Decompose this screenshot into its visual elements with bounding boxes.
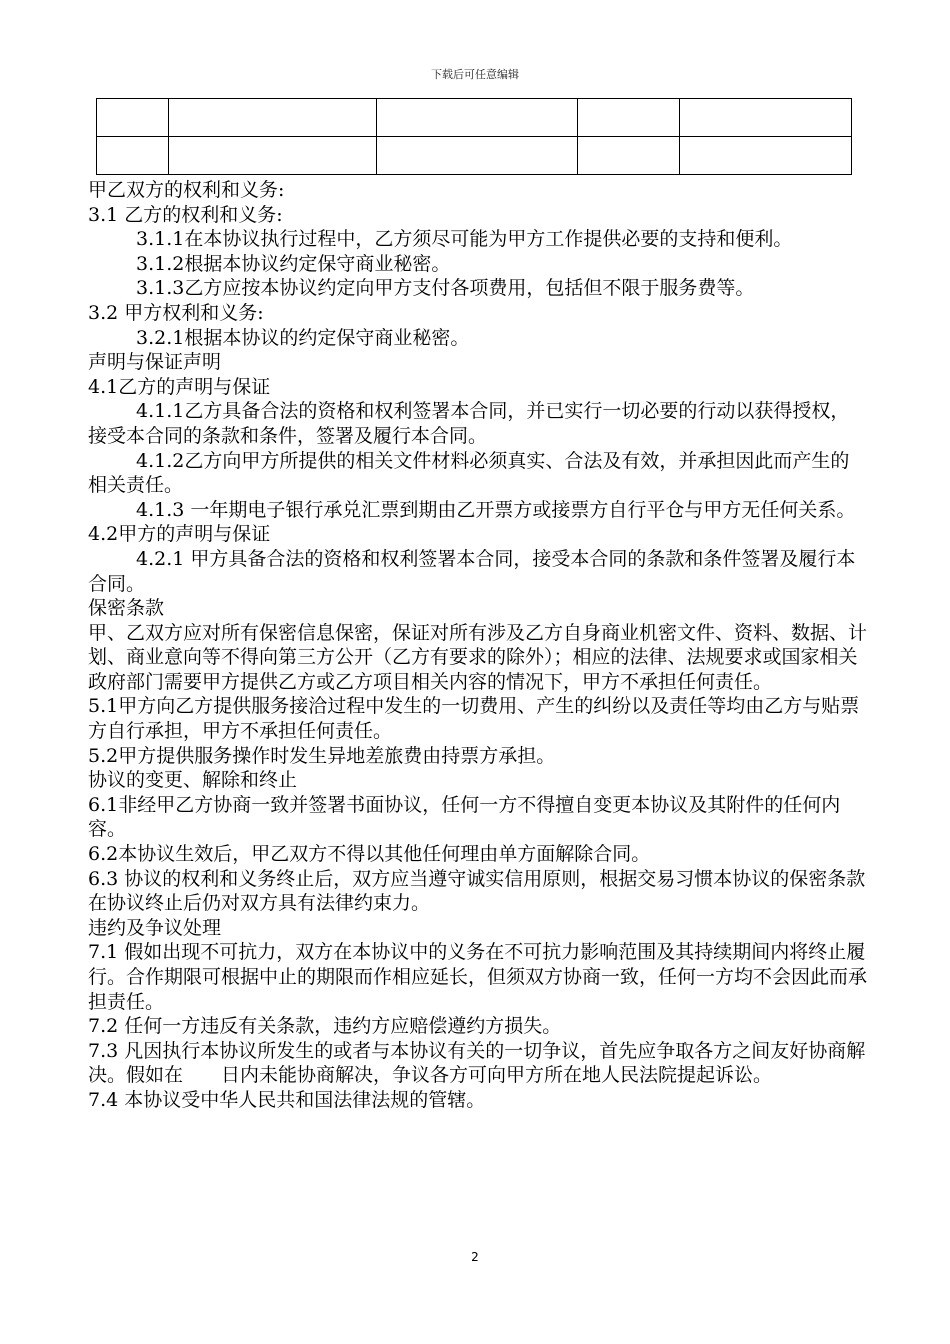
table-row: [97, 99, 852, 137]
clause-text: 4.1.3 一年期电子银行承兑汇票到期由乙开票方或接票方自行平仓与甲方无任何关系。: [136, 498, 856, 521]
section-heading: 协议的变更、解除和终止: [88, 769, 298, 792]
table-row: [97, 137, 852, 175]
table-cell: [376, 137, 578, 175]
table-cell: [578, 99, 680, 137]
table-cell: [168, 99, 376, 137]
blank-table: [96, 98, 852, 175]
table-cell: [168, 137, 376, 175]
clause-text: 甲、乙双方应对所有保密信息保密，保证对所有涉及乙方自身商业机密文件、资料、数据、计划、商业意向等不得向第三方公开（乙方有要求的除外）；相应的法律、法规要求或国家相关政府部门需要甲方提供乙方或乙方项目相关内容的情况下，甲方不承担任何责任。: [88, 621, 868, 693]
document-body: [88, 178, 868, 1113]
clause-heading: 3.1 乙方的权利和义务:: [88, 203, 283, 226]
section-heading: 违约及争议处理: [88, 916, 222, 939]
clause-text: 4.1.2乙方向甲方所提供的相关文件材料必须真实、合法及有效，并承担因此而产生的相关责任。: [88, 449, 850, 497]
clause-text: 7.1 假如出现不可抗力，双方在本协议中的义务在不可抗力影响范围及其持续期间内将终止履行。合作期限可根据中止的期限而作相应延长，但须双方协商一致，任何一方均不会因此而承担责任。: [88, 941, 868, 1013]
clause-heading: 4.2甲方的声明与保证: [88, 523, 271, 546]
clause-heading: 3.2 甲方权利和义务:: [88, 301, 264, 324]
section-heading: 甲乙双方的权利和义务:: [88, 179, 285, 201]
clause-text: 6.1非经甲乙方协商一致并签署书面协议，任何一方不得擅自变更本协议及其附件的任何内容。: [88, 793, 841, 841]
section-heading: 声明与保证声明: [88, 351, 222, 374]
table-cell: [578, 137, 680, 175]
clause-text: 5.2甲方提供服务操作时发生异地差旅费由持票方承担。: [88, 744, 556, 767]
page-header: 下载后可任意编辑: [431, 68, 519, 81]
clause-heading: 4.1乙方的声明与保证: [88, 375, 271, 398]
table-cell: [97, 137, 169, 175]
page-number: 2: [471, 1250, 479, 1264]
clause-text: 7.3 凡因执行本协议所发生的或者与本协议有关的一切争议，首先应争取各方之间友好协商解决。假如在 日内未能协商解决，争议各方可向甲方所在地人民法院提起诉讼。: [88, 1039, 866, 1087]
clause-text: 3.1.2根据本协议约定保守商业秘密。: [136, 252, 451, 275]
section-heading: 保密条款: [88, 597, 165, 620]
clause-text: 3.2.1根据本协议的约定保守商业秘密。: [136, 326, 470, 349]
clause-text: 7.4 本协议受中华人民共和国法律法规的管辖。: [88, 1088, 486, 1111]
clause-text: 3.1.3乙方应按本协议约定向甲方支付各项费用，包括但不限于服务费等。: [136, 277, 755, 300]
clause-text: 4.2.1 甲方具备合法的资格和权利签署本合同，接受本合同的条款和条件签署及履行本合同。: [88, 547, 856, 595]
table-cell: [680, 137, 852, 175]
clause-text: 6.2本协议生效后，甲乙双方不得以其他任何理由单方面解除合同。: [88, 843, 651, 866]
table-cell: [97, 99, 169, 137]
table-cell: [680, 99, 852, 137]
clause-text: 5.1甲方向乙方提供服务接洽过程中发生的一切费用、产生的纠纷以及责任等均由乙方与贴票方自行承担，甲方不承担任何责任。: [88, 695, 860, 743]
clause-text: 3.1.1在本协议执行过程中，乙方须尽可能为甲方工作提供必要的支持和便利。: [136, 228, 793, 251]
clause-text: 7.2 任何一方违反有关条款，违约方应赔偿遵约方损失。: [88, 1015, 562, 1038]
clause-text: 6.3 协议的权利和义务终止后，双方应当遵守诚实信用原则，根据交易习惯本协议的保密条款在协议终止后仍对双方具有法律约束力。: [88, 867, 866, 915]
clause-text: 4.1.1乙方具备合法的资格和权利签署本合同，并已实行一切必要的行动以获得授权，接受本合同的条款和条件，签署及履行本合同。: [88, 400, 850, 447]
table-cell: [376, 99, 578, 137]
